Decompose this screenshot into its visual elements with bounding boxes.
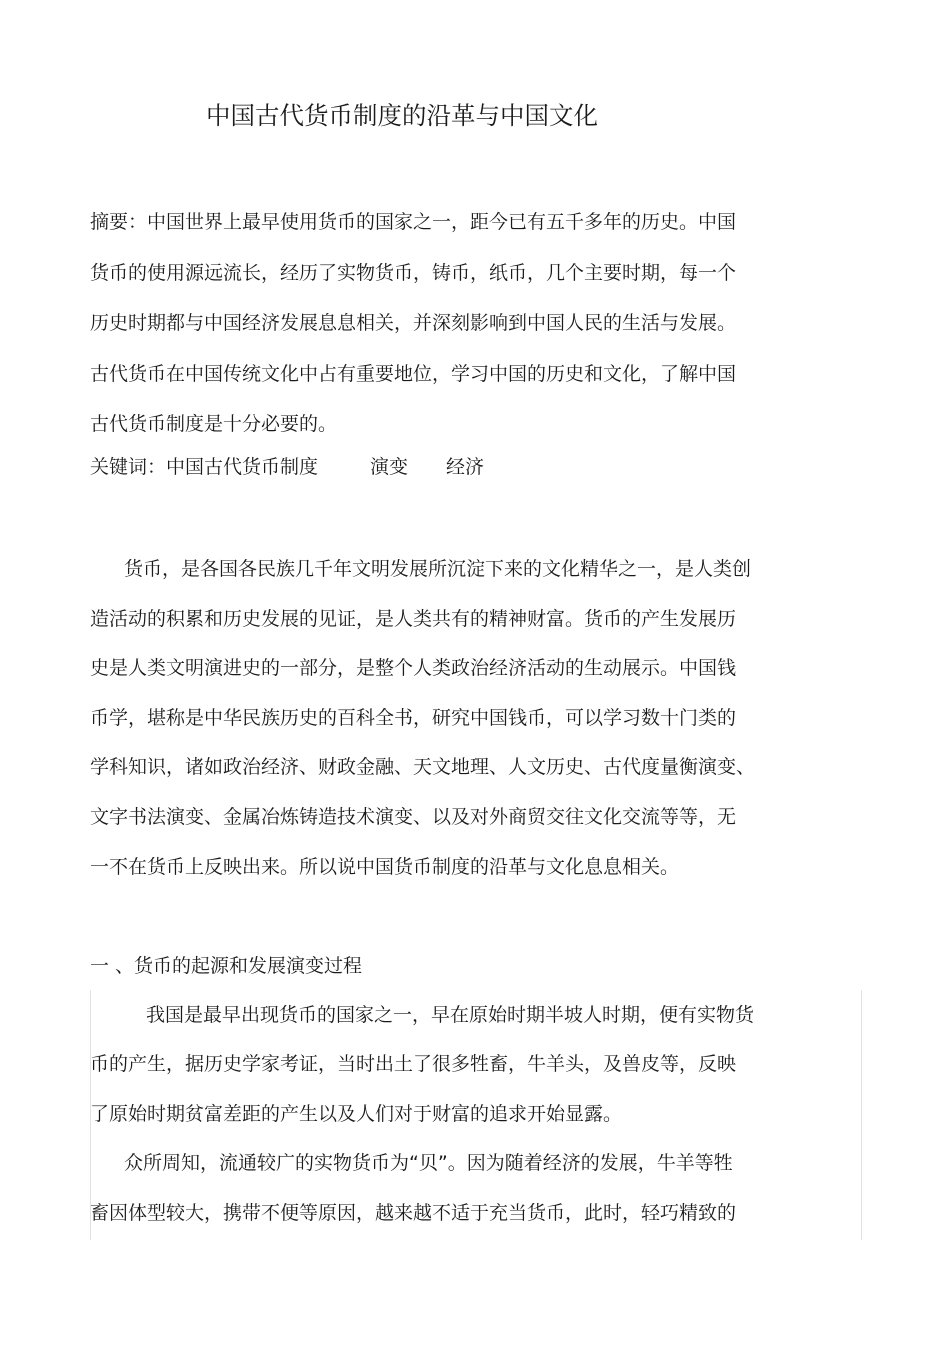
- paragraph-line: 币的产生，据历史学家考证，当时出土了很多牲畜，牛羊头，及兽皮等，反映: [90, 1053, 737, 1076]
- paragraph-line: 造活动的积累和历史发展的见证，是人类共有的精神财富。货币的产生发展历: [90, 607, 737, 630]
- keyword-item: 中国古代货币制度: [166, 456, 319, 478]
- paragraph-line: 货币，是各国各民族几千年文明发展所沉淀下来的文化精华之一，是人类创: [124, 558, 752, 580]
- page-title: 中国古代货币制度的沿革与中国文化: [206, 101, 598, 130]
- paragraph-line: 文字书法演变、金属冶炼铸造技术演变、以及对外商贸交往文化交流等等，无: [90, 805, 737, 828]
- abstract-line: 货币的使用源远流长，经历了实物货币，铸币，纸币，几个主要时期，每一个: [90, 261, 737, 284]
- paragraph-line: 众所周知，流通较广的实物货币为“贝”。因为随着经济的发展，牛羊等牲: [124, 1152, 733, 1175]
- section-heading: 一 、货币的起源和发展演变过程: [90, 955, 363, 977]
- paragraph-line: 我国是最早出现货币的国家之一，早在原始时期半坡人时期，便有实物货: [146, 1004, 755, 1026]
- keyword-item: 演变: [370, 456, 409, 478]
- keywords-label: 关键词：: [90, 456, 167, 478]
- paragraph-line: 一不在货币上反映出来。所以说中国货币制度的沿革与文化息息相关。: [90, 855, 680, 878]
- section-body: [90, 991, 820, 1238]
- abstract-line: 古代货币制度是十分必要的。: [90, 413, 338, 435]
- paragraph-line: 了原始时期贫富差距的产生以及人们对于财富的追求开始显露。: [90, 1102, 623, 1125]
- abstract-line: 历史时期都与中国经济发展息息相关，并深刻影响到中国人民的生活与发展。: [90, 312, 737, 334]
- paragraph-line: 畜因体型较大，携带不便等原因，越来越不适于充当货币，此时，轻巧精致的: [90, 1201, 737, 1224]
- abstract: [90, 197, 820, 450]
- keyword-item: 经济: [446, 456, 485, 478]
- paragraph-line: 史是人类文明演进史的一部分，是整个人类政治经济活动的生动展示。中国钱: [90, 657, 737, 680]
- paragraph-line: 学科知识，诸如政治经济、财政金融、天文地理、人文历史、古代度量衡演变、: [90, 756, 756, 779]
- keywords: [90, 447, 820, 487]
- paragraph-line: 币学，堪称是中华民族历史的百科全书，研究中国钱币，可以学习数十门类的: [90, 706, 737, 729]
- abstract-line: 古代货币在中国传统文化中占有重要地位，学习中国的历史和文化，了解中国: [90, 362, 737, 385]
- abstract-line: 摘要：中国世界上最早使用货币的国家之一，距今已有五千多年的历史。中国: [90, 211, 737, 233]
- intro-paragraph: [90, 545, 820, 892]
